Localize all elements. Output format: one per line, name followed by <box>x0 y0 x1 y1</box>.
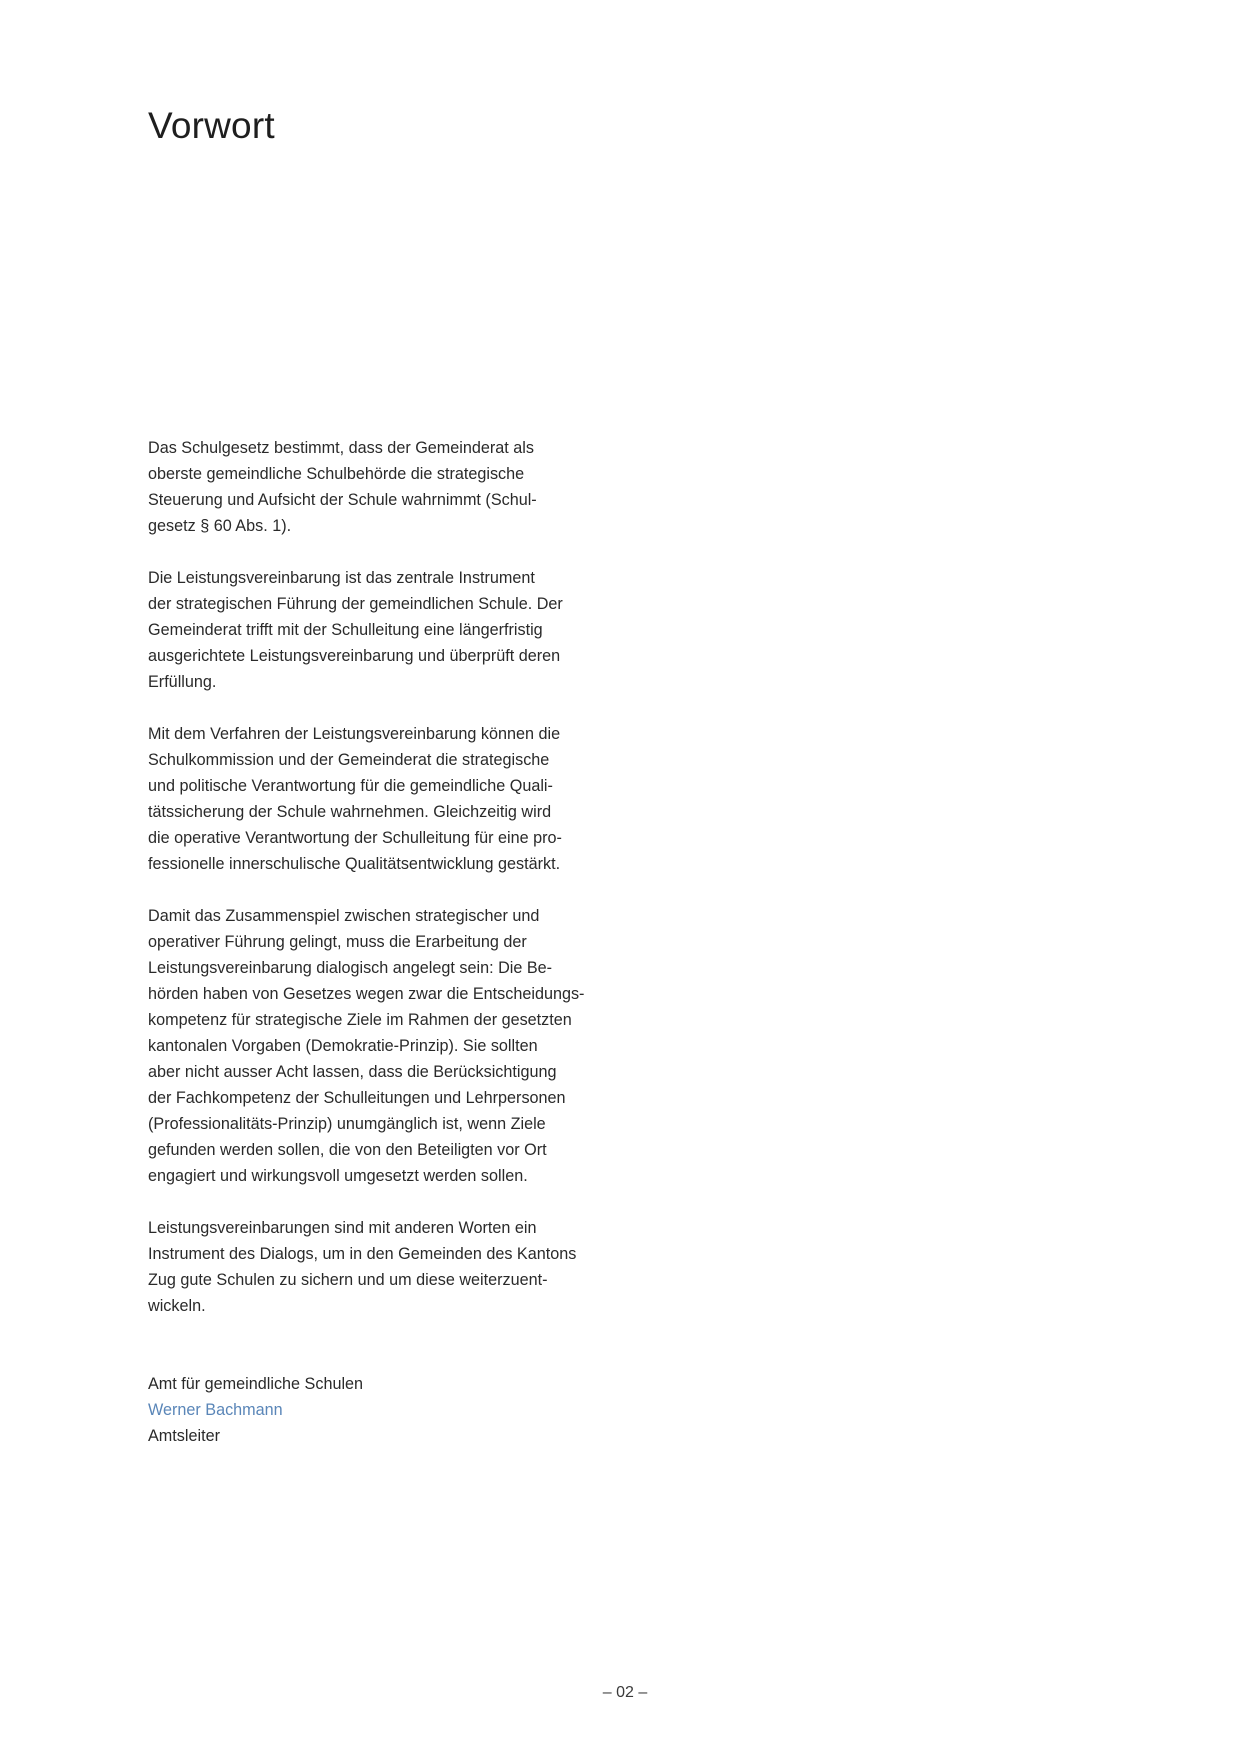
paragraph-1 <box>148 435 618 539</box>
text-line: Das Schulgesetz bestimmt, dass der Gemeinderat als <box>148 439 534 457</box>
paragraph-4 <box>148 903 618 1189</box>
text-line: hörden haben von Gesetzes wegen zwar die Entscheidungs- <box>148 985 585 1003</box>
text-line: Mit dem Verfahren der Leistungsvereinbarung können die <box>148 725 561 743</box>
text-line: Damit das Zusammenspiel zwischen strategischer und <box>148 907 540 925</box>
text-line: engagiert und wirkungsvoll umgesetzt werden sollen. <box>148 1167 528 1185</box>
body-text <box>148 435 618 1345</box>
paragraph-3 <box>148 721 618 877</box>
text-line: Leistungsvereinbarung dialogisch angelegt sein: Die Be- <box>148 959 553 977</box>
text-line: Erfüllung. <box>148 673 217 691</box>
text-line: gefunden werden sollen, die von den Beteiligten vor Ort <box>148 1141 547 1159</box>
text-line: der Fachkompetenz der Schulleitungen und Lehrpersonen <box>148 1089 566 1107</box>
text-line: (Professionalitäts-Prinzip) unumgänglich ist, wenn Ziele <box>148 1115 546 1133</box>
text-line: die operative Verantwortung der Schulleitung für eine pro- <box>148 829 562 847</box>
text-line: kompetenz für strategische Ziele im Rahmen der gesetzten <box>148 1011 572 1029</box>
text-line: Leistungsvereinbarungen sind mit anderen Worten ein <box>148 1219 537 1237</box>
text-line: Schulkommission und der Gemeinderat die strategische <box>148 751 550 769</box>
text-line: Zug gute Schulen zu sichern und um diese weiterzuent- <box>148 1271 548 1289</box>
signature-role: Amtsleiter <box>148 1427 220 1445</box>
text-line: kantonalen Vorgaben (Demokratie-Prinzip). Sie sollten <box>148 1037 538 1055</box>
signature-name: Werner Bachmann <box>148 1401 283 1419</box>
text-line: Gemeinderat trifft mit der Schulleitung eine längerfristig <box>148 621 543 639</box>
text-line: oberste gemeindliche Schulbehörde die strategische <box>148 465 525 483</box>
page-number: – 02 – <box>602 1684 648 1701</box>
text-line: Instrument des Dialogs, um in den Gemeinden des Kantons <box>148 1245 577 1263</box>
signature-office: Amt für gemeindliche Schulen <box>148 1375 364 1393</box>
text-line: fessionelle innerschulische Qualitätsentwicklung gestärkt. <box>148 855 561 873</box>
text-line: ausgerichtete Leistungsvereinbarung und überprüft deren <box>148 647 561 665</box>
paragraph-2 <box>148 565 618 695</box>
text-line: gesetz § 60 Abs. 1). <box>148 517 292 535</box>
text-line: tätssicherung der Schule wahrnehmen. Gleichzeitig wird <box>148 803 552 821</box>
signature-block <box>148 1371 363 1449</box>
text-line: wickeln. <box>148 1297 206 1315</box>
page-title: Vorwort <box>148 105 275 146</box>
text-line: Die Leistungsvereinbarung ist das zentrale Instrument <box>148 569 535 587</box>
text-line: operativer Führung gelingt, muss die Erarbeitung der <box>148 933 527 951</box>
text-line: und politische Verantwortung für die gemeindliche Quali- <box>148 777 553 795</box>
text-line: Steuerung und Aufsicht der Schule wahrnimmt (Schul- <box>148 491 537 509</box>
paragraph-5 <box>148 1215 618 1319</box>
text-line: aber nicht ausser Acht lassen, dass die Berücksichtigung <box>148 1063 557 1081</box>
text-line: der strategischen Führung der gemeindlichen Schule. Der <box>148 595 563 613</box>
